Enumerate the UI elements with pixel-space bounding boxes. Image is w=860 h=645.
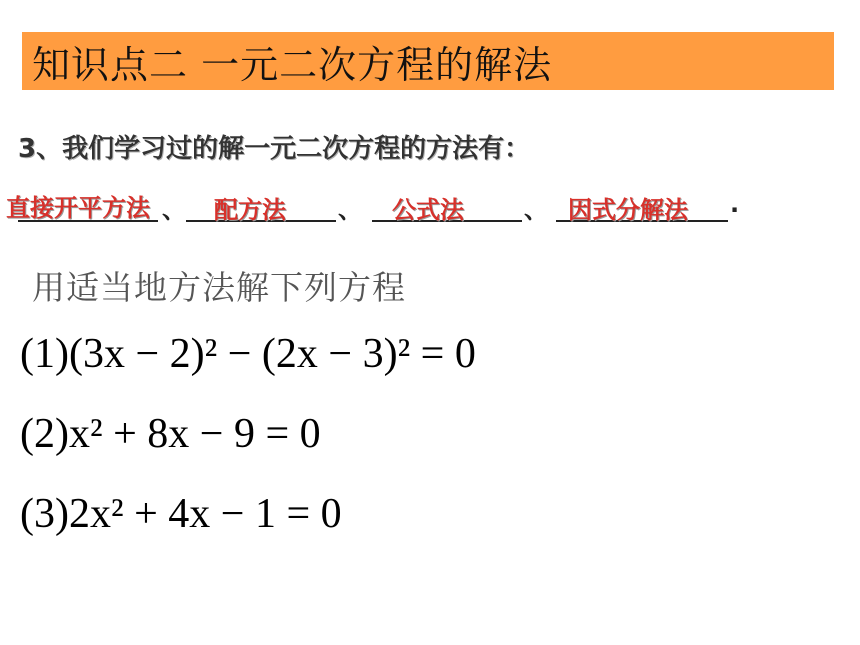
equation-2-text: x² + 8x − 9 = 0: [68, 411, 321, 457]
equation-3-text: 2x² + 4x − 1 = 0: [68, 491, 342, 537]
exercise-prompt: 用适当地方法解下列方程: [32, 268, 406, 307]
end-mark: .: [730, 190, 740, 218]
equation-3: [20, 490, 342, 538]
equation-3-label: (3): [20, 491, 69, 537]
equation-1-text: (3x − 2)² − (2x − 3)² = 0: [68, 331, 476, 377]
answer-3: 公式法: [392, 196, 464, 224]
separator-1: 、: [162, 196, 186, 224]
equation-2-label: (2): [20, 411, 69, 457]
answer-1: 直接开平方法: [6, 194, 150, 222]
answer-2: 配方法: [214, 196, 286, 224]
answer-blanks-row: [0, 186, 860, 226]
question-text: 3、我们学习过的解一元二次方程的方法有：: [18, 134, 531, 164]
equation-1-label: (1): [20, 331, 69, 377]
equation-1: [20, 330, 476, 378]
separator-3: 、: [524, 196, 548, 224]
page-title: 知识点二 一元二次方程的解法: [32, 42, 553, 87]
answer-4: 因式分解法: [568, 196, 688, 224]
title-banner: [22, 32, 834, 90]
separator-2: 、: [338, 196, 362, 224]
equation-2: [20, 410, 321, 458]
